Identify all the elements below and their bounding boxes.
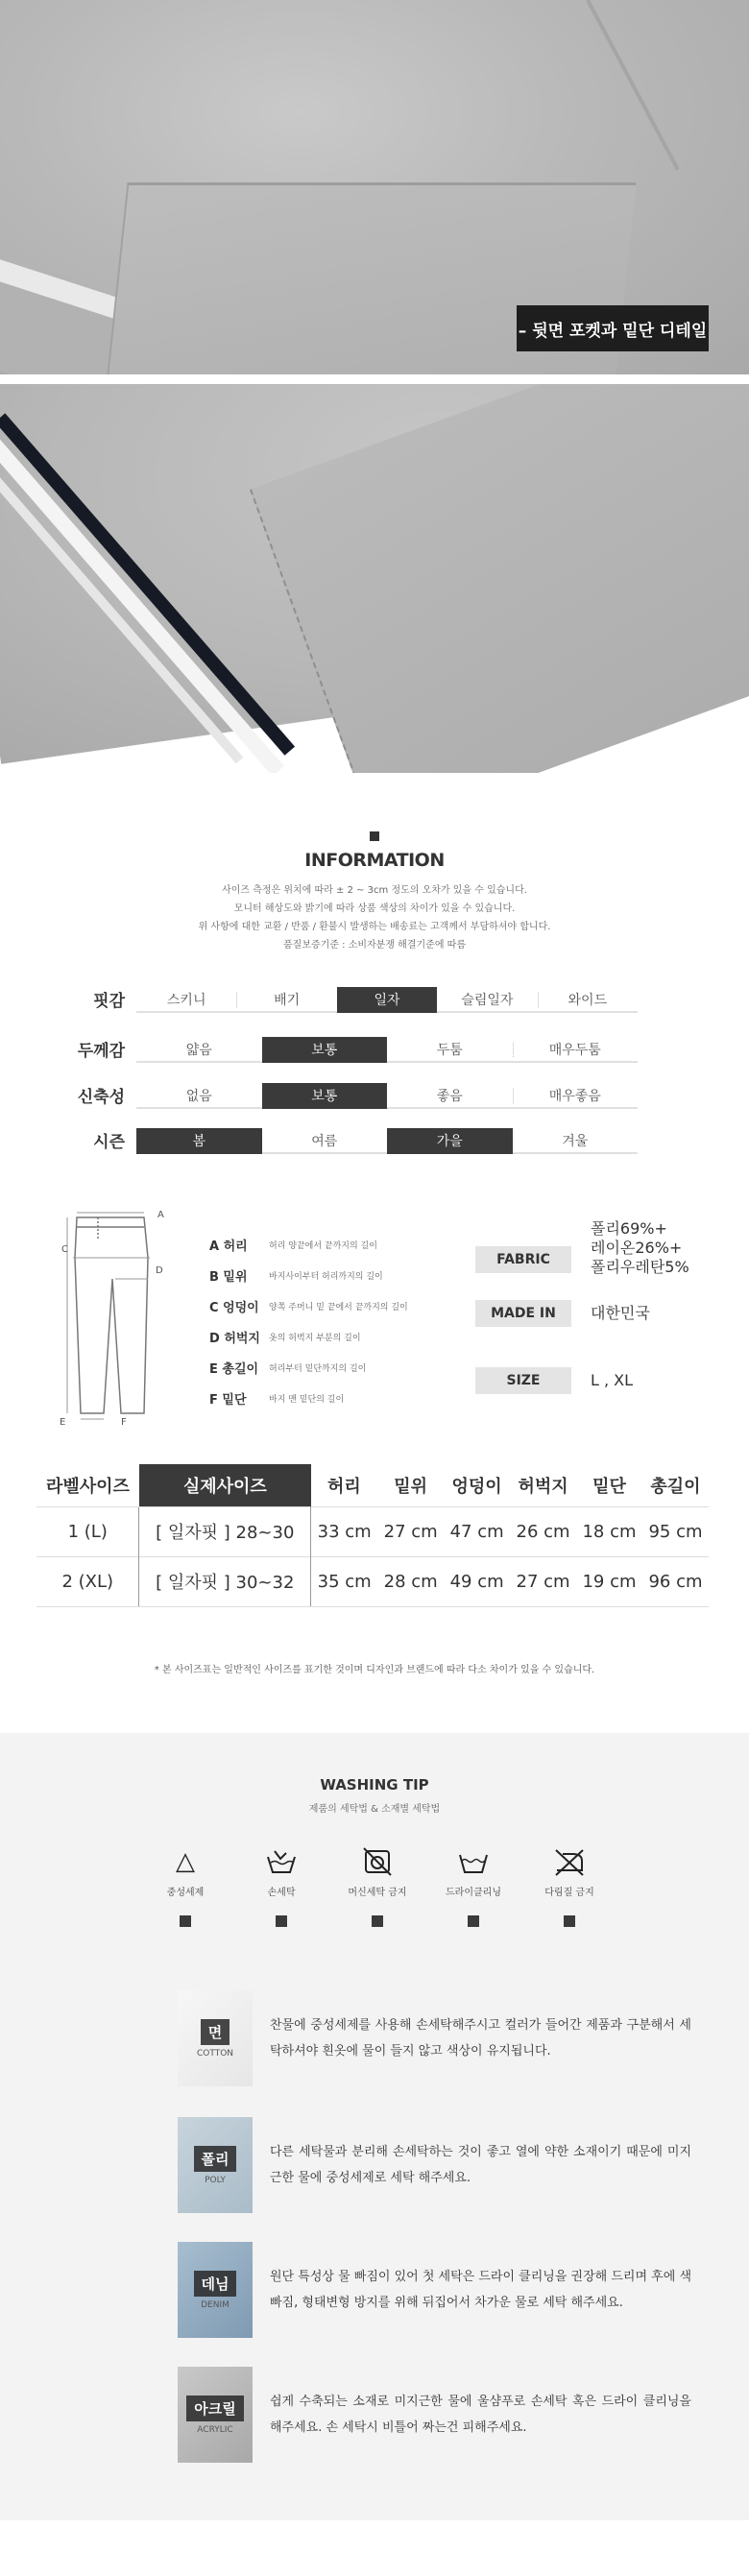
stretch-label: 신축성	[77, 1088, 125, 1107]
diagram-letter-d: D	[156, 1265, 163, 1276]
material-description: 다른 세탁물과 분리해 손세탁하는 것이 좋고 열에 약한 소재이기 때문에 미지근한 물에 중성세제로 세탁 해주세요.	[270, 2145, 691, 2185]
fabric-label: FABRIC	[475, 1246, 571, 1273]
no-ironing-icon: 다림질 금지	[521, 1845, 617, 1927]
washing-title: WASHING TIP	[320, 1776, 429, 1794]
season-label: 시즌	[93, 1133, 125, 1152]
pants-measurement-diagram	[60, 1210, 173, 1426]
made-in-label: MADE IN	[475, 1300, 571, 1327]
thickness-option: 매우두툼	[513, 1037, 639, 1063]
denim-swatch: 데님 DENIM	[178, 2242, 253, 2338]
note-line: 위 사항에 대한 교환 / 반품 / 환불시 발생하는 배송료는 고객께서 부담하셔야 합니다.	[198, 922, 551, 932]
thickness-option: 두툼	[387, 1037, 513, 1063]
size-value: L , XL	[591, 1371, 634, 1389]
measurement-row: C 엉덩이 양쪽 주머니 밑 끝에서 끝까지의 길이	[209, 1300, 408, 1315]
material-denim	[178, 2242, 691, 2338]
made-in-spec	[475, 1300, 744, 1327]
fit-option: 배기	[236, 987, 336, 1013]
information-notes	[0, 881, 749, 954]
material-poly	[178, 2117, 691, 2213]
material-description: 원단 특성상 물 빠짐이 있어 첫 세탁은 드라이 클리닝을 권장해 드리며 후에 색빠짐, 형태변형 방지를 위해 뒤집어서 차가운 물로 세탁 해주세요.	[270, 2270, 691, 2310]
made-in-value: 대한민국	[591, 1304, 650, 1322]
diagram-letter-f: F	[121, 1417, 127, 1426]
fit-option: 슬림일자	[437, 987, 537, 1013]
fit-option: 스키니	[136, 987, 236, 1013]
pants-diagram-icon	[60, 1210, 173, 1426]
neutral-detergent-icon: △ 중성세제	[137, 1845, 233, 1927]
note-line: 품질보증기준 : 소비자분쟁 해결기준에 따름	[283, 940, 466, 951]
measurement-row: F 밑단 바지 맨 밑단의 길이	[209, 1392, 345, 1408]
cotton-swatch: 면 COTTON	[178, 1990, 253, 2086]
stretch-option: 없음	[136, 1083, 262, 1109]
fit-options	[136, 987, 638, 1013]
material-description: 쉽게 수축되는 소재로 미지근한 물에 울샴푸로 손세탁 혹은 드라이 클리닝을 해주세요. 손 세탁시 비틀어 짜는건 피해주세요.	[270, 2395, 691, 2435]
size-table-header: 라벨사이즈 실제사이즈 허리 밑위 엉덩이 허벅지 밑단 총길이	[36, 1464, 709, 1506]
hand-wash-icon: 손세탁	[233, 1845, 329, 1927]
poly-swatch: 폴리 POLY	[178, 2117, 253, 2213]
washing-subtitle: 제품의 세탁법 & 소재별 세탁법	[308, 1804, 441, 1815]
season-option: 겨울	[513, 1128, 639, 1154]
size-table-note: * 본 사이즈표는 일반적인 사이즈를 표기한 것이며 디자인과 브랜드에 따라 다소 차이가 있을 수 있습니다.	[154, 1665, 595, 1675]
section-marker	[370, 831, 379, 841]
thickness-option-selected: 보통	[262, 1037, 388, 1063]
dry-clean-icon: 드라이클리닝	[425, 1845, 521, 1927]
material-cotton	[178, 1990, 691, 2086]
stretch-options	[136, 1083, 638, 1109]
fit-option-selected: 일자	[337, 987, 437, 1013]
measurement-row: B 밑위 바지사이부터 허리까지의 길이	[209, 1269, 383, 1285]
fit-label: 핏감	[93, 992, 125, 1011]
note-line: 사이즈 측정은 위치에 따라 ± 2 ~ 3cm 정도의 오차가 있을 수 있습니다.	[222, 885, 527, 896]
size-table	[36, 1464, 709, 1607]
measurement-row: E 총길이 허리부터 밑단까지의 길이	[209, 1361, 367, 1377]
diagram-letter-a: A	[157, 1210, 164, 1220]
measurement-row: A 허리 허리 양끝에서 끝까지의 길이	[209, 1239, 377, 1254]
side-stripe-photo	[0, 384, 749, 773]
note-line: 모니터 해상도와 밝기에 따라 상품 색상의 차이가 있을 수 있습니다.	[233, 903, 516, 914]
season-option-selected: 봄	[136, 1128, 262, 1154]
measurement-row: D 허벅지 옷의 허벅지 부분의 길이	[209, 1331, 361, 1346]
stretch-option-selected: 보통	[262, 1083, 388, 1109]
back-pocket-photo	[0, 0, 749, 374]
table-row: 1 (L) [ 일자핏 ] 28~30 33 cm 27 cm 47 cm 26 cm 18 cm 95 cm	[36, 1506, 709, 1556]
material-description: 찬물에 중성세제를 사용해 손세탁해주시고 컬러가 들어간 제품과 구분해서 세탁하셔야 흰옷에 물이 들지 않고 색상이 유지됩니다.	[270, 2018, 691, 2058]
table-row: 2 (XL) [ 일자핏 ] 30~32 35 cm 28 cm 49 cm 27 cm 19 cm 96 cm	[36, 1556, 709, 1606]
fabric-value: 폴리69%+ 레이온26%+ 폴리우레탄5%	[591, 1219, 689, 1276]
fit-option: 와이드	[538, 987, 638, 1013]
season-option-selected: 가을	[387, 1128, 513, 1154]
season-option: 여름	[262, 1128, 388, 1154]
thickness-options	[136, 1037, 638, 1063]
acrylic-swatch: 아크릴 ACRYLIC	[178, 2367, 253, 2463]
thickness-option: 얇음	[136, 1037, 262, 1063]
size-spec	[475, 1367, 744, 1394]
material-acrylic	[178, 2367, 691, 2463]
fabric-spec	[475, 1219, 744, 1277]
size-label: SIZE	[475, 1367, 571, 1394]
stretch-option: 매우좋음	[513, 1083, 639, 1109]
diagram-letter-c: C	[61, 1244, 68, 1255]
no-machine-wash-icon: 머신세탁 금지	[329, 1845, 425, 1927]
stretch-option: 좋음	[387, 1083, 513, 1109]
information-title: INFORMATION	[304, 850, 445, 871]
diagram-letter-e: E	[60, 1417, 66, 1426]
detail-caption: – 뒷면 포켓과 밑단 디테일	[517, 305, 709, 351]
thickness-label: 두께감	[77, 1042, 125, 1061]
season-options	[136, 1128, 638, 1154]
measurement-legend	[209, 1229, 459, 1413]
